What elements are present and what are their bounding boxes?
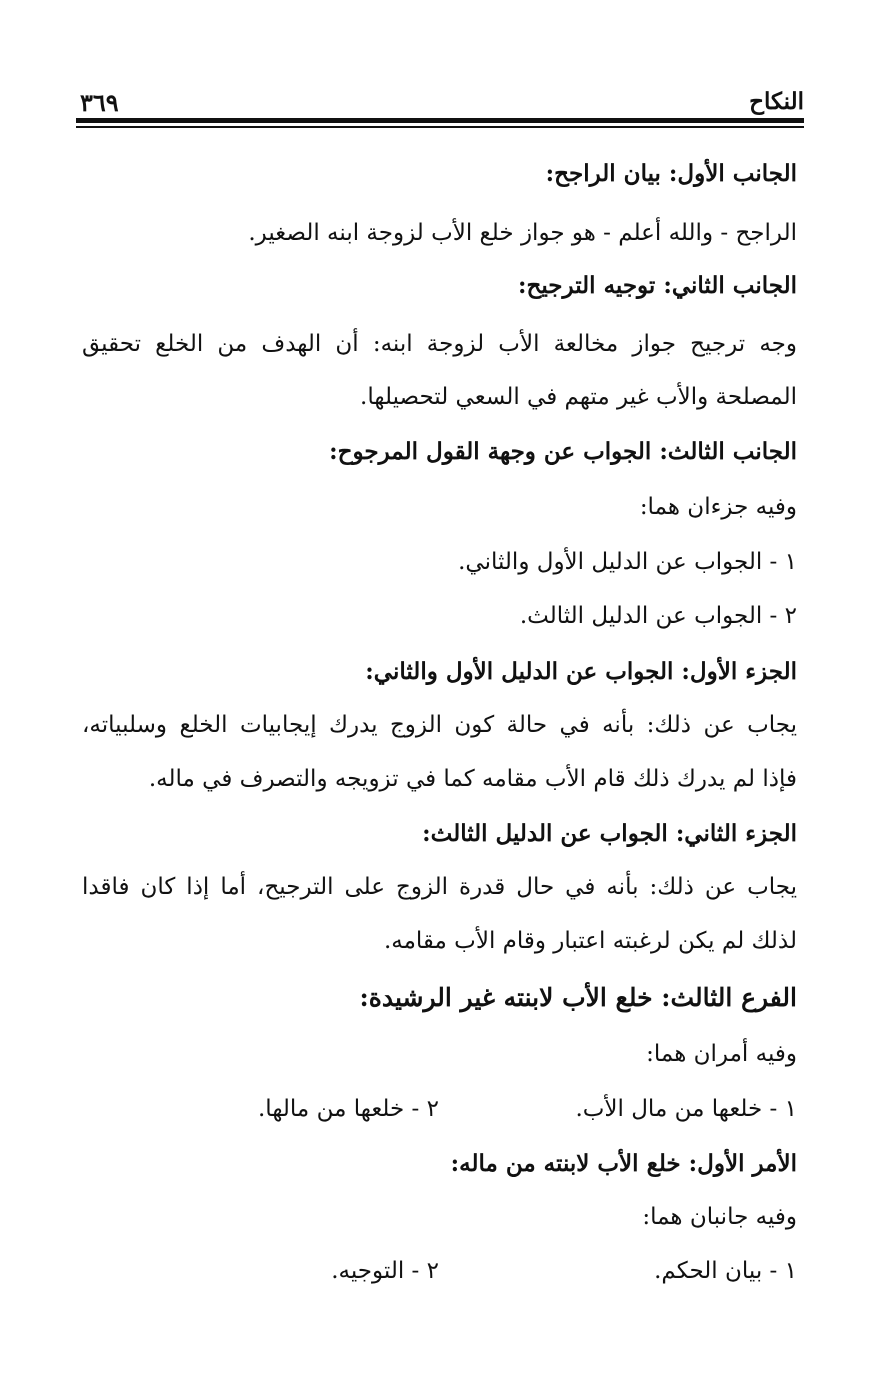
body-line: وفيه جزءان هما: <box>639 494 797 520</box>
body-line: وفيه جانبان هما: <box>642 1204 797 1230</box>
body-line: الراجح - والله أعلم - هو جواز خلع الأب لزوجة ابنه الصغير. <box>248 220 797 246</box>
running-header-title: النكاح <box>749 88 804 115</box>
list-item: ١ - خلعها من مال الأب. <box>575 1096 797 1122</box>
body-line: فإذا لم يدرك ذلك قام الأب مقامه كما في تزويجه والتصرف في ماله. <box>148 766 797 792</box>
list-item: ٢ - الجواب عن الدليل الثالث. <box>519 603 797 629</box>
body-line: يجاب عن ذلك: بأنه في حال قدرة الزوج على الترجيح، أما إذا كان فاقدا <box>82 874 797 900</box>
list-item: ٢ - خلعها من مالها. <box>258 1096 439 1122</box>
section-heading: الجزء الثاني: الجواب عن الدليل الثالث: <box>422 820 797 847</box>
body-line: لذلك لم يكن لرغبته اعتبار وقام الأب مقامه. <box>383 928 797 954</box>
body-line: يجاب عن ذلك: بأنه في حالة كون الزوج يدرك إيجابيات الخلع وسلبياته، <box>82 712 797 738</box>
page-number: ٣٦٩ <box>80 88 119 117</box>
list-item: ١ - بيان الحكم. <box>654 1258 797 1284</box>
header-rule-thick <box>76 118 804 123</box>
section-heading: الجانب الأول: بيان الراجح: <box>545 160 797 187</box>
body-line: المصلحة والأب غير متهم في السعي لتحصيلها. <box>360 384 797 410</box>
section-heading: الجانب الثالث: الجواب عن وجهة القول المرجوح: <box>329 438 797 465</box>
list-item: ١ - الجواب عن الدليل الأول والثاني. <box>458 549 797 575</box>
section-heading: الجانب الثاني: توجيه الترجيح: <box>518 272 797 299</box>
header-rule-thin <box>76 126 804 128</box>
body-line: وجه ترجيح جواز مخالعة الأب لزوجة ابنه: أن الهدف من الخلع تحقيق <box>82 331 797 357</box>
body-line: وفيه أمران هما: <box>646 1041 797 1067</box>
section-heading: الأمر الأول: خلع الأب لابنته من ماله: <box>450 1150 797 1177</box>
subsection-heading: الفرع الثالث: خلع الأب لابنته غير الرشيدة: <box>359 983 797 1012</box>
section-heading: الجزء الأول: الجواب عن الدليل الأول والثاني: <box>365 658 797 685</box>
list-item: ٢ - التوجيه. <box>331 1258 439 1284</box>
